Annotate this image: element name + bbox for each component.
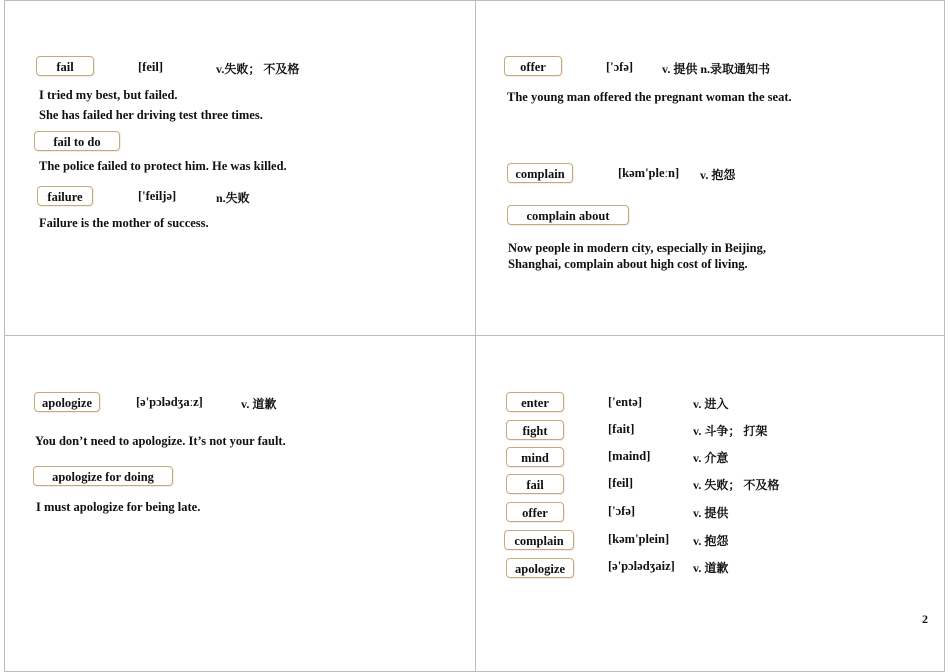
meaning-failure: n.失败 bbox=[216, 191, 250, 205]
example-sentence: I tried my best, but failed. bbox=[39, 88, 178, 102]
review-meaning: v. 进入 bbox=[693, 397, 729, 411]
review-word-apologize: apologize bbox=[506, 558, 574, 578]
review-meaning: v. 抱怨 bbox=[693, 534, 729, 548]
example-sentence: Failure is the mother of success. bbox=[39, 216, 209, 230]
example-sentence: You don’t need to apologize. It’s not your fault. bbox=[35, 434, 286, 448]
pronunciation-failure: ['feiljə] bbox=[138, 189, 177, 203]
pronunciation-fail: [feil] bbox=[138, 60, 163, 74]
slide-apologize bbox=[4, 335, 476, 672]
pronunciation-complain: [kəm'pleːn] bbox=[618, 166, 680, 180]
word-box-offer: offer bbox=[504, 56, 562, 76]
review-word-offer: offer bbox=[506, 502, 564, 522]
meaning-complain: v. 抱怨 bbox=[700, 168, 736, 182]
review-pron: [fait] bbox=[608, 422, 635, 436]
review-word-fight: fight bbox=[506, 420, 564, 440]
meaning-fail: v.失败； 不及格 bbox=[216, 62, 300, 76]
review-pron: [maind] bbox=[608, 449, 651, 463]
phrase-box-complain-about: complain about bbox=[507, 205, 629, 225]
word-box-apologize: apologize bbox=[34, 392, 100, 412]
example-sentence: She has failed her driving test three times. bbox=[39, 108, 263, 122]
review-meaning: v. 介意 bbox=[693, 451, 729, 465]
review-pron: [feil] bbox=[608, 476, 633, 490]
meaning-apologize: v. 道歉 bbox=[241, 397, 277, 411]
word-box-fail: fail bbox=[36, 56, 94, 76]
example-sentence: The police failed to protect him. He was killed. bbox=[39, 159, 287, 173]
pronunciation-offer: ['ɔfə] bbox=[606, 60, 634, 74]
review-pron: ['ɔfə] bbox=[608, 504, 636, 518]
review-pron: [ə'pɔlədʒaiz] bbox=[608, 559, 675, 573]
review-meaning: v. 提供 bbox=[693, 506, 729, 520]
page-number: 2 bbox=[922, 612, 928, 626]
example-sentence: Now people in modern city, especially in Beijing, bbox=[508, 241, 766, 255]
review-meaning: v. 失败； 不及格 bbox=[693, 478, 780, 492]
word-box-failure: failure bbox=[37, 186, 93, 206]
review-word-fail: fail bbox=[506, 474, 564, 494]
review-word-enter: enter bbox=[506, 392, 564, 412]
review-word-complain: complain bbox=[504, 530, 574, 550]
example-sentence: Shanghai, complain about high cost of living. bbox=[508, 257, 748, 271]
word-box-complain: complain bbox=[507, 163, 573, 183]
review-meaning: v. 道歉 bbox=[693, 561, 729, 575]
slide-review-list bbox=[475, 335, 945, 672]
pronunciation-apologize: [ə'pɔlədʒaːz] bbox=[136, 395, 203, 409]
review-pron: [kəm'plein] bbox=[608, 532, 670, 546]
meaning-offer: v. 提供 n.录取通知书 bbox=[662, 62, 771, 76]
slide-fail bbox=[4, 0, 476, 336]
slide-offer-complain bbox=[475, 0, 945, 336]
review-meaning: v. 斗争； 打架 bbox=[693, 424, 768, 438]
phrase-box-apologize-for-doing: apologize for doing bbox=[33, 466, 173, 486]
review-word-mind: mind bbox=[506, 447, 564, 467]
example-sentence: I must apologize for being late. bbox=[36, 500, 201, 514]
phrase-box-fail-to-do: fail to do bbox=[34, 131, 120, 151]
review-pron: ['entə] bbox=[608, 395, 643, 409]
example-sentence: The young man offered the pregnant woman the seat. bbox=[507, 90, 792, 104]
